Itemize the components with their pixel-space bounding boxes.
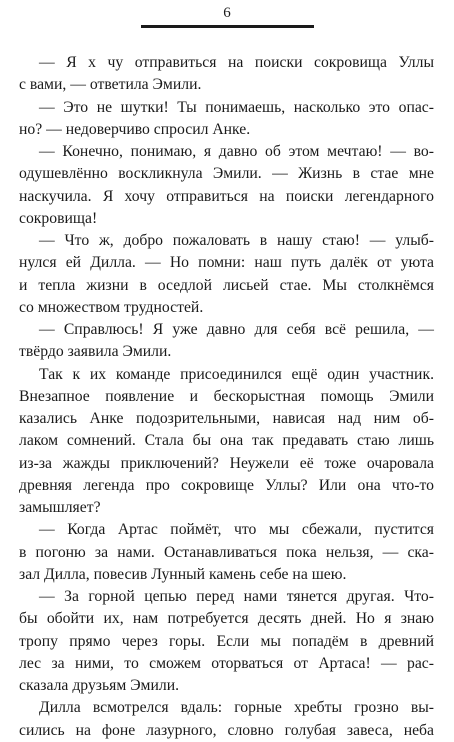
- text-line: древняя легенда про сокровище Уллы? Или она что-то: [19, 476, 434, 494]
- text-line: Так к их команде присоединился ещё один участник.: [39, 365, 434, 383]
- text-line: сокровища!: [19, 209, 98, 227]
- page-number: 6: [223, 5, 231, 21]
- text-line: сились на фоне лазурного, словно голубая завеса, неба: [19, 721, 434, 739]
- text-line: — За горной цепью перед нами тянется другая. Что-: [39, 588, 434, 605]
- text-line: замышляет?: [19, 499, 101, 516]
- text-line: тропу прямо через горы. Если мы попадём в древний: [19, 632, 434, 650]
- text-line: — Конечно, понимаю, я давно об этом мечтаю! — во-: [39, 143, 434, 160]
- text-line: но? — недоверчиво спросил Анке.: [19, 120, 251, 138]
- text-line: и тепла жизни в оседлой лисьей стае. Мы столкнёмся: [19, 276, 434, 294]
- text-line: нулся ей Дилла. — Но помни: наш путь далёк от уюта: [19, 254, 434, 272]
- text-line: — Когда Артас поймёт, что мы сбежали, пустится: [39, 521, 434, 539]
- text-line: наскучила. Я хочу отправиться на поиски легендарного: [19, 187, 434, 205]
- text-line: с вами, — ответила Эмили.: [19, 76, 202, 94]
- text-line: сказала друзьям Эмили.: [19, 677, 180, 694]
- text-line: со множеством трудностей.: [19, 298, 204, 316]
- text-line: казались Анке подозрительными, нависая над ним об-: [19, 410, 434, 427]
- text-line: — Что ж, добро пожаловать в нашу стаю! — улыб-: [39, 232, 434, 249]
- text-line: из-за жажды приключений? Неужели её тоже очаровала: [19, 454, 434, 472]
- text-line: в погоню за нами. Останавливаться пока нельзя, — ска-: [19, 543, 434, 561]
- text-line: лаком сомнений. Стала бы она так предавать стаю лишь: [19, 432, 434, 450]
- text-line: зал Дилла, повесив Лунный камень себе на шею.: [19, 565, 347, 583]
- text-line: бы обойти их, нам потребуется десять дней. Но я знаю: [19, 610, 434, 628]
- text-line: — Я х чу отправиться на поиски сокровища Уллы: [39, 54, 434, 71]
- body-text: [19, 52, 434, 742]
- text-line: лес за ними, то сможем оторваться от Артаса! — рас-: [19, 654, 434, 672]
- text-line: одушевлённо воскликнула Эмили. — Жизнь в стае мне: [19, 165, 434, 183]
- text-line: — Справлюсь! Я уже давно для себя всё решила, —: [39, 321, 434, 338]
- header-rule: [141, 25, 314, 28]
- text-line: Внезапное появление и бескорыстная помощь Эмили: [19, 387, 434, 405]
- text-line: твёрдо заявила Эмили.: [19, 343, 172, 361]
- text-line: Дилла всмотрелся вдаль: горные хребты грозно вы-: [39, 699, 434, 717]
- text-line: — Это не шутки! Ты понимаешь, насколько это опас-: [39, 98, 434, 116]
